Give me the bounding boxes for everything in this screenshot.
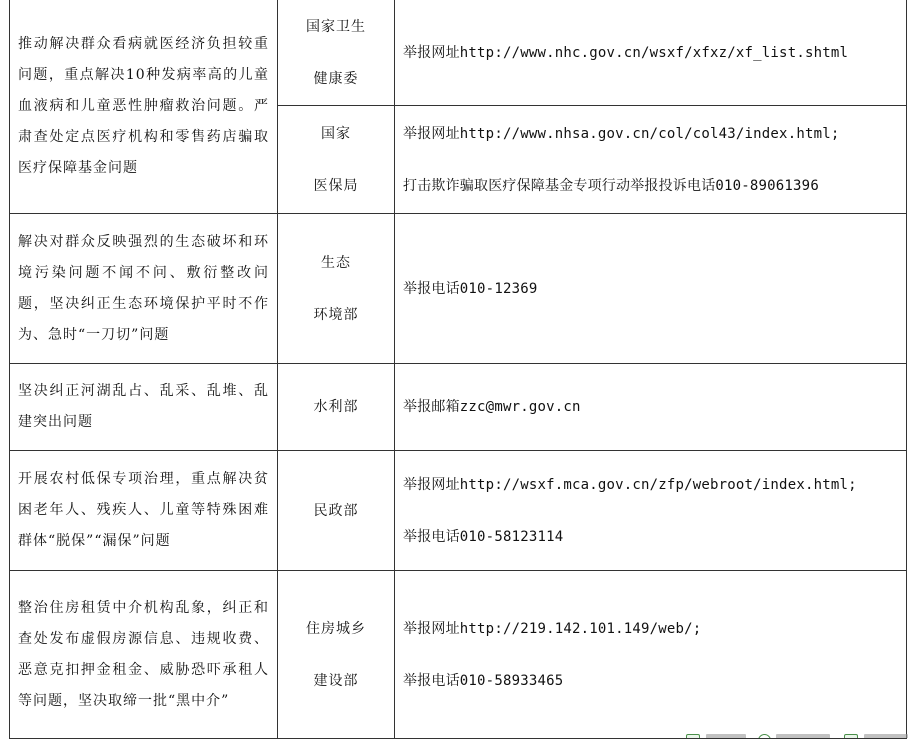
department-name: 健康委 <box>313 70 359 87</box>
department-name: 国家 <box>321 125 351 142</box>
complaint-channels-table <box>9 0 907 739</box>
department-cell <box>278 0 395 106</box>
department-name: 民政部 <box>313 502 359 519</box>
department-name: 医保局 <box>313 177 359 194</box>
strip-placeholder <box>776 734 830 738</box>
department-name: 环境部 <box>313 306 359 323</box>
contact-phone: 举报电话010-58123114 <box>403 528 564 545</box>
strip-placeholder <box>864 734 908 738</box>
contact-link[interactable]: 举报网址http://www.nhc.gov.cn/wsxf/xfxz/xf_list.shtml <box>403 44 849 61</box>
strip-placeholder <box>706 734 746 738</box>
department-name: 国家卫生 <box>306 18 366 35</box>
contact-email[interactable]: 举报邮箱zzc@mwr.gov.cn <box>403 399 581 415</box>
contact-cell <box>395 0 907 106</box>
checkbox-icon[interactable] <box>844 734 858 738</box>
department-name: 生态 <box>321 254 351 271</box>
table-row <box>10 364 907 451</box>
department-cell <box>278 571 395 739</box>
department-cell <box>278 214 395 364</box>
issue-cell: 开展农村低保专项治理，重点解决贫困老年人、残疾人、儿童等特殊困难群体“脱保”“漏保”问题 <box>10 451 278 571</box>
contact-cell <box>395 451 907 571</box>
contact-cell <box>395 106 907 214</box>
department-name: 建设部 <box>313 672 359 689</box>
table-row <box>10 214 907 364</box>
department-cell <box>278 451 395 571</box>
contact-cell <box>395 364 907 451</box>
issue-cell: 解决对群众反映强烈的生态破坏和环境污染问题不闻不问、敷衍整改问题，坚决纠正生态环境保护平时不作为、急时“一刀切”问题 <box>10 214 278 364</box>
contact-cell <box>395 571 907 739</box>
checkbox-icon[interactable] <box>686 734 700 738</box>
contact-phone: 举报电话010-58933465 <box>403 672 564 689</box>
contact-phone: 举报电话010-12369 <box>403 280 538 297</box>
contact-cell <box>395 214 907 364</box>
table-row <box>10 0 907 106</box>
radio-icon[interactable] <box>758 734 771 738</box>
department-name: 住房城乡 <box>306 620 366 637</box>
status-strip <box>680 733 917 738</box>
table-row <box>10 451 907 571</box>
department-cell <box>278 364 395 451</box>
table-row <box>10 571 907 739</box>
contact-link[interactable]: 举报网址http://219.142.101.149/web/; <box>403 620 702 637</box>
issue-cell: 坚决纠正河湖乱占、乱采、乱堆、乱建突出问题 <box>10 364 278 451</box>
contact-link[interactable]: 举报网址http://www.nhsa.gov.cn/col/col43/index.html; <box>403 125 840 142</box>
issue-cell: 整治住房租赁中介机构乱象，纠正和查处发布虚假房源信息、违规收费、恶意克扣押金租金、威胁恐吓承租人等问题，坚决取缔一批“黑中介” <box>10 571 278 739</box>
contact-phone: 打击欺诈骗取医疗保障基金专项行动举报投诉电话010-89061396 <box>403 177 819 194</box>
department-name: 水利部 <box>313 399 359 415</box>
department-cell <box>278 106 395 214</box>
issue-cell: 推动解决群众看病就医经济负担较重问题，重点解决10种发病率高的儿童血液病和儿童恶性肿瘤救治问题。严肃查处定点医疗机构和零售药店骗取医疗保障基金问题 <box>10 0 278 214</box>
contact-link[interactable]: 举报网址http://wsxf.mca.gov.cn/zfp/webroot/index.html; <box>403 476 857 493</box>
